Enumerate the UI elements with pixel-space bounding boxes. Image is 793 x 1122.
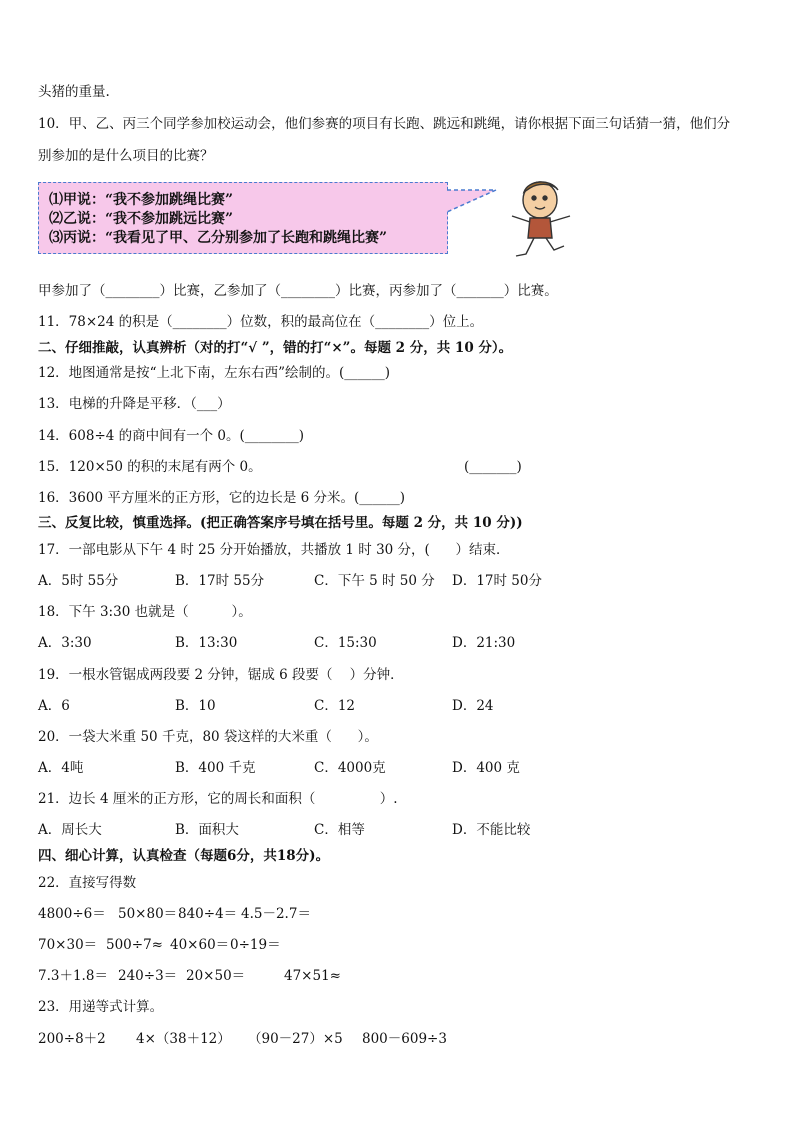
calc-r1-c3: 840÷4＝	[178, 906, 238, 922]
calc-r3-c1: 7.3＋1.8＝	[38, 968, 108, 984]
calc-r1-c2: 50×80＝	[118, 906, 178, 922]
question-14: 14．608÷4 的商中间有一个 0。(________)	[38, 428, 305, 444]
q18-option-d: D．21:30	[452, 635, 516, 651]
q18-option-b: B．13:30	[175, 635, 238, 651]
calc-r2-c2: 500÷7≈	[106, 937, 163, 953]
bubble-line-1: ⑴甲说：“我不参加跳绳比赛”	[49, 192, 234, 208]
q17-option-d: D．17时 50分	[452, 573, 542, 589]
question-18: 18．下午 3:30 也就是（ ）。	[38, 604, 252, 620]
calc-r1-c4: 4.5－2.7＝	[241, 906, 311, 922]
q19-option-a: A．6	[38, 698, 70, 714]
question-23: 23．用递等式计算。	[38, 999, 164, 1015]
bubble-line-2: ⑵乙说：“我不参加跳远比赛”	[49, 211, 234, 227]
question-10-fill: 甲参加了（________）比赛，乙参加了（________）比赛，丙参加了（_______）比赛。	[38, 283, 558, 299]
section-2-heading: 二、仔细推敲，认真辨析（对的打“√ ”，错的打“×”。每题 2 分，共 10 分）。	[38, 340, 513, 356]
calc-r4-c2: 4×（38＋12）	[136, 1031, 231, 1047]
q21-option-c: C．相等	[314, 822, 365, 838]
calc-r2-c4: 0÷19＝	[230, 937, 281, 953]
q20-option-d: D．400 克	[452, 760, 520, 776]
q21-option-a: A．周长大	[38, 822, 102, 838]
speech-bubble	[38, 182, 448, 254]
calc-r3-c3: 20×50＝	[186, 968, 246, 984]
q20-option-a: A．4吨	[38, 760, 84, 776]
calc-r4-c4: 800－609÷3	[362, 1031, 447, 1047]
q20-option-c: C．4000克	[314, 760, 386, 776]
question-15-blank: (_______)	[464, 459, 522, 475]
question-10-line2: 别参加的是什么项目的比赛？	[38, 148, 214, 164]
question-22: 22．直接写得数	[38, 875, 137, 891]
q20-option-b: B．400 千克	[175, 760, 256, 776]
question-20: 20．一袋大米重 50 千克，80 袋这样的大米重（ ）。	[38, 729, 378, 745]
question-12: 12．地图通常是按“上北下南，左东右西”绘制的。(______)	[38, 365, 391, 381]
q21-option-d: D．不能比较	[452, 822, 531, 838]
calc-r4-c1: 200÷8＋2	[38, 1031, 106, 1047]
calc-r1-c1: 4800÷6＝	[38, 906, 106, 922]
question-13: 13．电梯的升降是平移．（___）	[38, 396, 231, 412]
calc-r2-c1: 70×30＝	[38, 937, 98, 953]
q17-option-b: B．17时 55分	[175, 573, 265, 589]
question-11: 11．78×24 的积是（________）位数，积的最高位在（________）位上。	[38, 314, 484, 330]
q18-option-c: C．15:30	[314, 635, 377, 651]
line-l0: 头猪的重量.	[38, 84, 110, 100]
q21-option-b: B．面积大	[175, 822, 239, 838]
section-4-heading: 四、细心计算，认真检查（每题6分，共18分)。	[38, 848, 330, 864]
calc-r2-c3: 40×60＝	[170, 937, 230, 953]
question-10-line1: 10．甲、乙、丙三个同学参加校运动会，他们参赛的项目有长跑、跳远和跳绳，请你根据下面三句话猜一猜，他们分	[38, 116, 731, 132]
q18-option-a: A．3:30	[38, 635, 92, 651]
q19-option-c: C．12	[314, 698, 356, 714]
q17-option-a: A．5时 55分	[38, 573, 119, 589]
section-3-heading: 三、反复比较，慎重选择。(把正确答案序号填在括号里。每题 2 分，共 10 分))	[38, 515, 523, 531]
calc-r3-c2: 240÷3＝	[118, 968, 178, 984]
bubble-line-3: ⑶丙说：“我看见了甲、乙分别参加了长跑和跳绳比赛”	[49, 230, 388, 246]
q19-option-b: B．10	[175, 698, 216, 714]
q17-option-c: C．下午 5 时 50 分	[314, 573, 435, 589]
question-19: 19．一根水管锯成两段要 2 分钟，锯成 6 段要（ ）分钟．	[38, 667, 404, 683]
question-17: 17．一部电影从下午 4 时 25 分开始播放，共播放 1 时 30 分，( ）结束．	[38, 542, 510, 558]
running-boy-illustration	[490, 176, 585, 262]
calc-r4-c3: （90－27）×5	[248, 1031, 343, 1047]
question-15: 15．120×50 的积的末尾有两个 0。	[38, 459, 262, 475]
calc-r3-c4: 47×51≈	[284, 968, 341, 984]
question-16: 16．3600 平方厘米的正方形，它的边长是 6 分米。(______)	[38, 490, 406, 506]
question-21: 21．边长 4 厘米的正方形，它的周长和面积（ ）.	[38, 791, 398, 807]
q19-option-d: D．24	[452, 698, 494, 714]
